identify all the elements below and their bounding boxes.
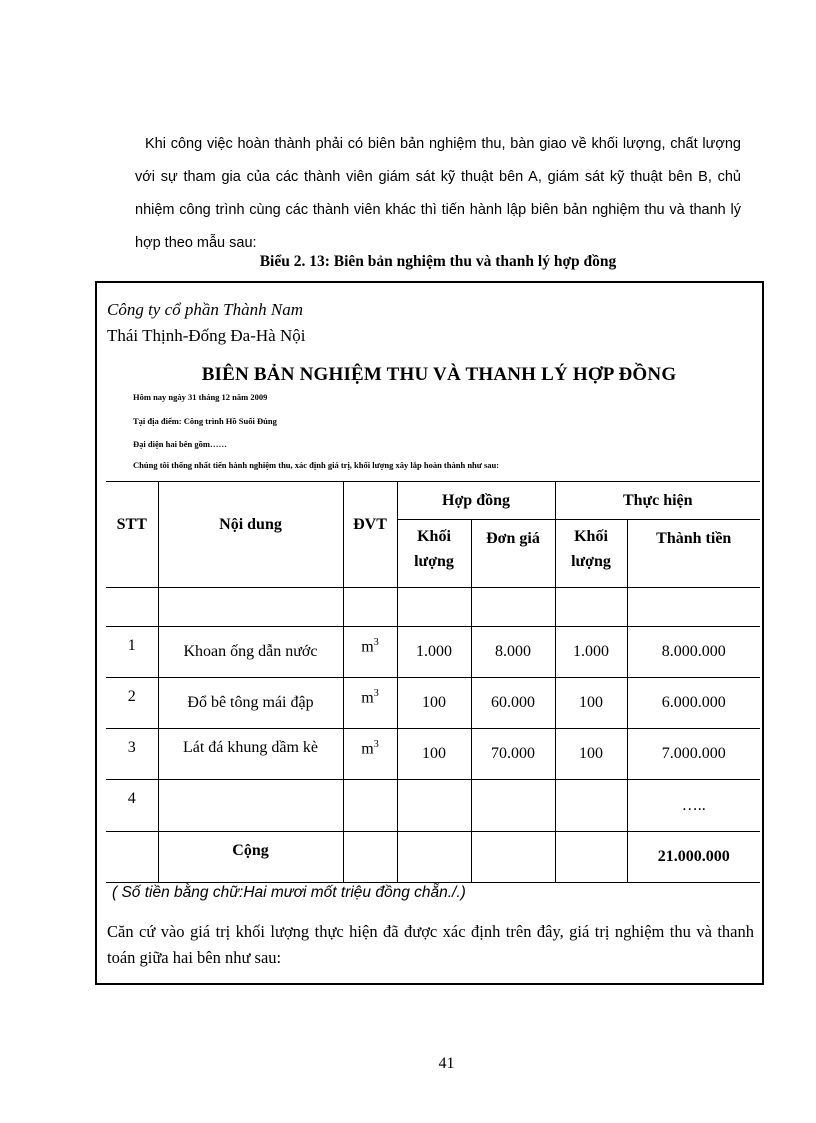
cell-amount: 8.000.000	[627, 627, 760, 678]
header-quantity: Khối lượng	[397, 520, 471, 588]
table-row	[106, 780, 760, 832]
cell-qty2: 100	[555, 729, 627, 780]
table-row	[106, 627, 760, 678]
cell-qty: 100	[397, 729, 471, 780]
cell-unit: $m^3$	[343, 678, 397, 729]
header-stt: STT	[106, 482, 158, 588]
header-contract: Hợp đồng	[397, 482, 555, 520]
header-content: Nội dung	[158, 482, 343, 588]
cell-content: Lát đá khung dầm kè	[158, 729, 343, 780]
document-title: BIÊN BẢN NGHIỆM THU VÀ THANH LÝ HỢP ĐỒNG	[201, 364, 677, 385]
table-total-row	[106, 832, 760, 883]
date-line: Hôm nay ngày 31 tháng 12 năm 2009	[133, 392, 268, 402]
cell-stt: 4	[106, 780, 158, 832]
acceptance-table	[106, 481, 760, 883]
table-row	[106, 729, 760, 780]
cell-price: 70.000	[471, 729, 555, 780]
representatives-line: Đại diện hai bên gồm……	[133, 439, 227, 449]
cell-qty: 100	[397, 678, 471, 729]
header-unit: ĐVT	[343, 482, 397, 588]
company-name: Công ty cổ phần Thành Nam	[107, 300, 303, 319]
cell-price: 60.000	[471, 678, 555, 729]
company-address: Thái Thịnh-Đống Đa-Hà Nội	[107, 326, 306, 345]
header-quantity-actual: Khối lượng	[555, 520, 627, 588]
cell-unit: $m^3$	[343, 729, 397, 780]
cell-stt: 3	[106, 729, 158, 780]
cell-price: 8.000	[471, 627, 555, 678]
page-number: 41	[438, 1055, 455, 1072]
table-header-row	[106, 482, 760, 520]
cell-unit: $m^3$	[343, 627, 397, 678]
amount-in-words: ( Số tiền bằng chữ:Hai mươi mốt triệu đồng chẵn./.)	[112, 884, 466, 901]
total-value: 21.000.000	[627, 832, 760, 883]
cell-qty2: 1.000	[555, 627, 627, 678]
intro-paragraph	[135, 128, 741, 260]
header-amount: Thành tiền	[627, 520, 760, 588]
cell-stt: 1	[106, 627, 158, 678]
cell-amount: 7.000.000	[627, 729, 760, 780]
cell-stt: 2	[106, 678, 158, 729]
total-label: Cộng	[158, 832, 343, 883]
cell-amount: …..	[627, 780, 760, 832]
cell-qty: 1.000	[397, 627, 471, 678]
figure-caption: Biểu 2. 13: Biên bản nghiệm thu và thanh lý hợp đồng	[259, 253, 617, 270]
closing-paragraph	[107, 919, 754, 971]
cell-content: Khoan ống dẫn nước	[158, 627, 343, 678]
table-row	[106, 678, 760, 729]
agreement-line: Chúng tôi thống nhất tiến hành nghiệm thu, xác định giá trị, khối lượng xây lắp hoàn thành như sau:	[133, 460, 500, 470]
header-actual: Thực hiện	[555, 482, 760, 520]
cell-content: Đổ bê tông mái đập	[158, 678, 343, 729]
table-row-empty	[106, 588, 760, 627]
header-unit-price: Đơn giá	[471, 520, 555, 588]
cell-qty2: 100	[555, 678, 627, 729]
form-frame	[95, 281, 764, 985]
location-line: Tại địa điểm: Công trình Hồ Suối Đúng	[133, 416, 277, 426]
closing-text: Căn cứ vào giá trị khối lượng thực hiện đã được xác định trên đây, giá trị nghiệm thu và thanh toán giữa hai bên như sau:	[107, 922, 754, 967]
intro-text: Khi công việc hoàn thành phải có biên bản nghiệm thu, bàn giao về khối lượng, chất lượng với sự tham gia của các thành viên giám sát kỹ thuật bên A, giám sát kỹ thuật bên B, chủ nhiệm công trình cùng các thành viên khác thì tiến hành lập biên bản nghiệm thu và thanh lý hợp theo mẫu sau:	[135, 136, 741, 251]
cell-amount: 6.000.000	[627, 678, 760, 729]
